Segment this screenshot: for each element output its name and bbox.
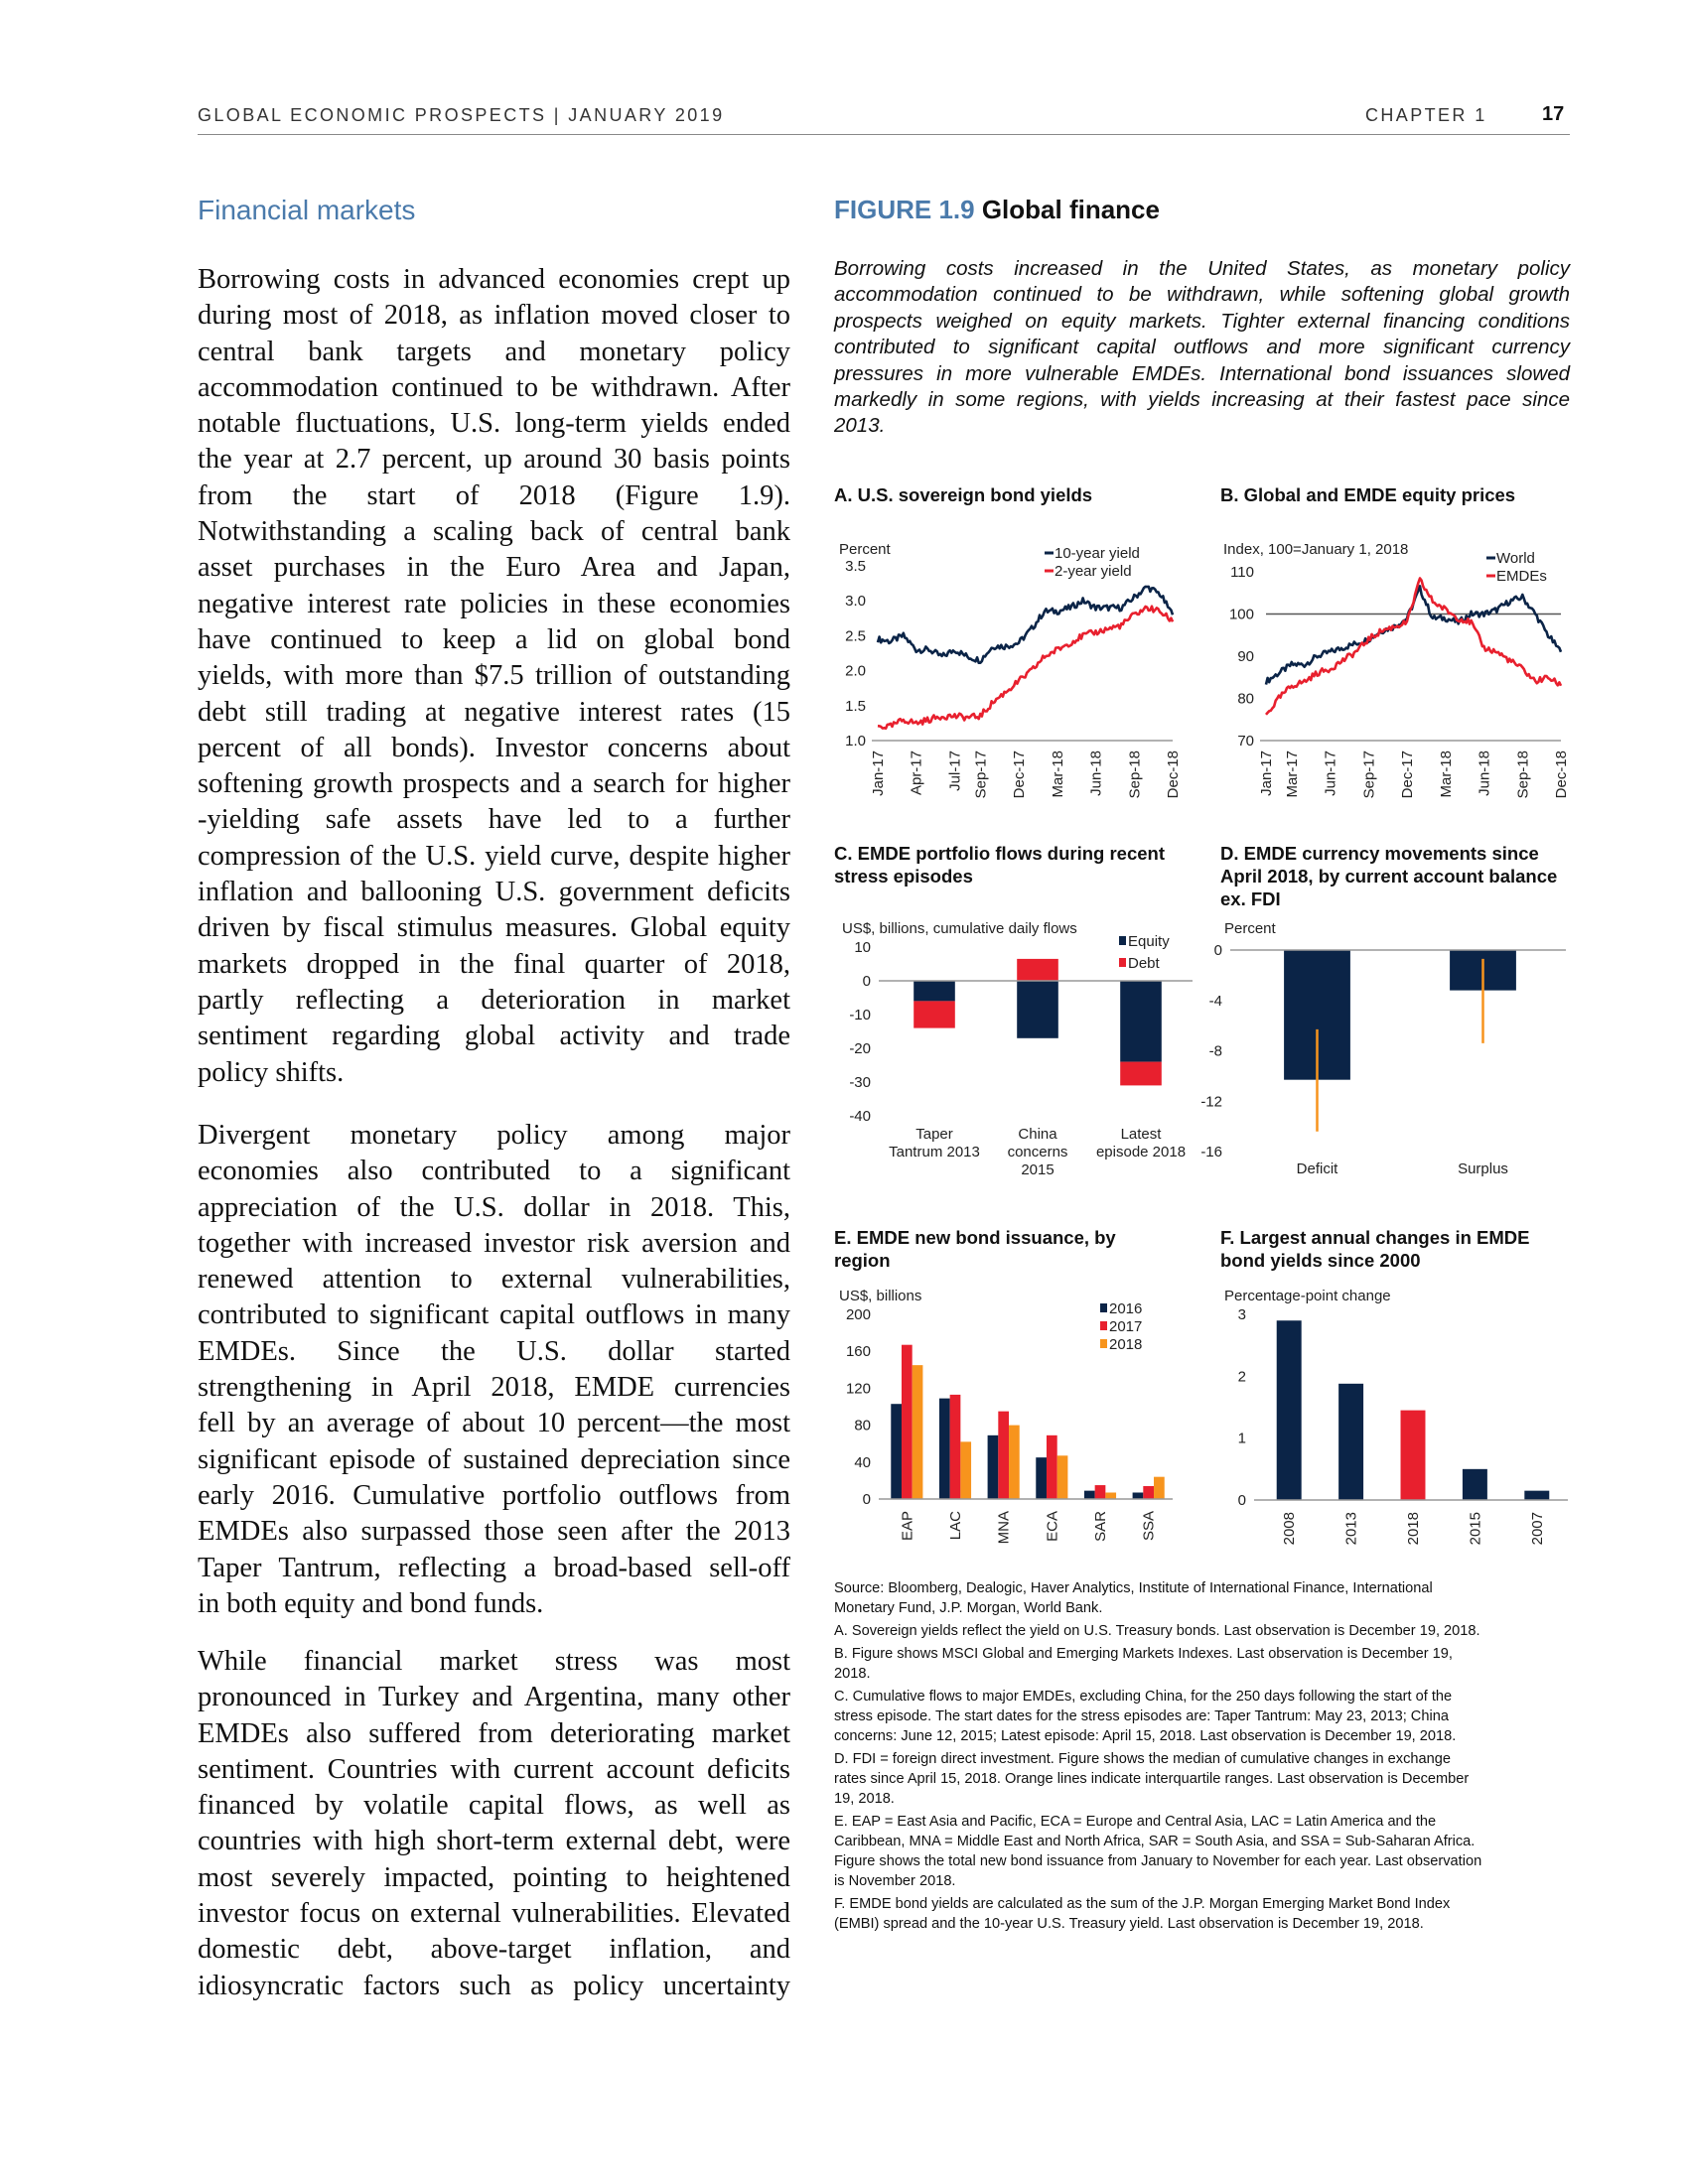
x-tick-label: Dec-17	[1011, 751, 1029, 799]
panel-d-title: D. EMDE currency movements since April 2018, by current account balance ex. FDI	[1220, 843, 1558, 909]
panel-c-unit-label: US$, billions, cumulative daily flows	[842, 920, 1077, 937]
text-line: contributed to significant capital outflows and more significant currency	[834, 336, 1570, 359]
legend-swatch	[1119, 936, 1126, 945]
legend-swatch	[1119, 958, 1126, 967]
text-line: EMDEs also surpassed those seen after the 2013	[198, 1516, 790, 1548]
bar-2016	[891, 1404, 902, 1499]
figure-note	[834, 1812, 1574, 1891]
figure-note	[834, 1687, 1574, 1746]
bar-2016	[1133, 1492, 1144, 1499]
text-line: central bank targets and monetary policy	[198, 336, 790, 367]
figure-note	[834, 1894, 1574, 1934]
y-tick-label: 80	[854, 1417, 871, 1434]
y-tick-label: 120	[845, 1380, 871, 1398]
x-category-label: 2015	[1021, 1161, 1055, 1178]
y-tick-label: -20	[849, 1040, 871, 1057]
series-line-2-year-yield	[878, 607, 1173, 729]
text-line: the year at 2.7 percent, up around 30 basis points	[198, 444, 790, 476]
text-line: together with increased investor risk aversion and	[198, 1227, 790, 1259]
bar	[1524, 1491, 1549, 1500]
y-tick-label: 90	[1237, 648, 1254, 665]
bar-2016	[939, 1399, 950, 1499]
text-line: sentiment. Countries with current account deficits	[198, 1753, 790, 1785]
text-line: softening growth prospects and a search for higher	[198, 768, 790, 800]
y-tick-label: 10	[854, 939, 871, 956]
legend-label: 2017	[1109, 1318, 1143, 1335]
legend-label: Debt	[1128, 955, 1160, 972]
x-category-label: 2013	[1342, 1512, 1360, 1546]
x-category-label: EAP	[899, 1511, 916, 1542]
x-tick-label: Sep-17	[1360, 751, 1378, 799]
panel-e-title: E. EMDE new bond issuance, by region	[834, 1227, 1116, 1271]
legend-label: EMDEs	[1496, 568, 1547, 585]
x-tick-label: Mar-17	[1283, 751, 1301, 798]
text-line: debt still trading at negative interest rates (15	[198, 696, 790, 728]
text-line: concerns: June 12, 2015; Latest episode: April 15, 2018. Last observation is December 19, 2018.	[834, 1728, 1457, 1744]
text-line: rates since April 15, 2018. Orange lines indicate interquartile ranges. Last observation is December	[834, 1771, 1470, 1787]
legend-swatch	[1100, 1303, 1107, 1312]
legend-label: 2016	[1109, 1300, 1143, 1317]
x-category-label: SSA	[1140, 1511, 1158, 1542]
y-tick-label: 200	[845, 1306, 871, 1323]
y-tick-label: 3.5	[845, 558, 866, 575]
text-line: C. Cumulative flows to major EMDEs, excluding China, for the 250 days following the start of the	[834, 1689, 1453, 1705]
figure-name: Global finance	[981, 195, 1160, 224]
y-tick-label: -10	[849, 1007, 871, 1024]
text-line: fell by an average of about 10 percent—the most	[198, 1408, 790, 1439]
text-line: Borrowing costs in advanced economies crept up	[198, 264, 790, 295]
text-line: from the start of 2018 (Figure 1.9).	[198, 479, 790, 511]
text-line: 2013.	[834, 414, 886, 438]
bar-debt	[1017, 959, 1058, 981]
y-tick-label: 2.0	[845, 662, 866, 680]
text-line: Divergent monetary policy among major	[198, 1120, 790, 1151]
text-line: compression of the U.S. yield curve, despite higher	[198, 840, 790, 872]
y-tick-label: 1.5	[845, 697, 866, 715]
y-tick-label: -16	[1200, 1144, 1222, 1160]
text-line: Figure shows the total new bond issuance from January to November for each year. Last observation	[834, 1853, 1482, 1869]
text-line: is November 2018.	[834, 1873, 956, 1889]
y-tick-label: -4	[1208, 992, 1222, 1010]
bar-2016	[1084, 1491, 1095, 1499]
x-tick-label: Sep-17	[972, 751, 990, 799]
bar	[1338, 1384, 1363, 1500]
y-tick-label: 100	[1228, 606, 1254, 623]
text-line: asset purchases in the Euro Area and Japan,	[198, 552, 790, 584]
text-line: (EMBI) spread and the 10-year U.S. Treasury yield. Last observation is December 19, 2018.	[834, 1916, 1424, 1932]
x-category-label: SAR	[1092, 1511, 1109, 1542]
text-line: partly reflecting a deterioration in market	[198, 984, 790, 1016]
text-line: investor focus on external vulnerabilities. Elevated	[198, 1898, 790, 1930]
panel-b-unit-label: Index, 100=January 1, 2018	[1223, 541, 1409, 558]
text-line: during most of 2018, as inflation moved closer to	[198, 300, 790, 332]
bar-equity	[1017, 981, 1058, 1038]
text-line: economies also contributed to a significant	[198, 1156, 790, 1187]
text-line: Source: Bloomberg, Dealogic, Haver Analytics, Institute of International Finance, International	[834, 1580, 1433, 1596]
x-tick-label: Mar-18	[1437, 751, 1455, 798]
text-line: prospects weighed on equity markets. Tighter external financing conditions	[834, 309, 1570, 333]
bar-2018	[1154, 1477, 1165, 1499]
legend-label: World	[1496, 550, 1535, 567]
y-tick-label: 2	[1237, 1368, 1246, 1386]
x-tick-label: Mar-18	[1049, 751, 1066, 798]
bar	[1277, 1320, 1302, 1500]
panel-c-title: C. EMDE portfolio flows during recent stress episodes	[834, 843, 1165, 887]
text-line: Monetary Fund, J.P. Morgan, World Bank.	[834, 1600, 1103, 1616]
text-line: F. EMDE bond yields are calculated as the sum of the J.P. Morgan Emerging Market Bond Index	[834, 1896, 1451, 1912]
x-tick-label: Jun-18	[1087, 751, 1105, 796]
x-tick-label: Dec-18	[1553, 751, 1570, 799]
text-line: percent of all bonds). Investor concerns about	[198, 732, 790, 763]
x-category-label: LAC	[947, 1511, 964, 1541]
text-line: Borrowing costs increased in the United States, as monetary policy	[834, 257, 1570, 280]
x-category-label: 2008	[1281, 1512, 1299, 1546]
text-line: 19, 2018.	[834, 1791, 895, 1807]
bar-2017	[1095, 1485, 1106, 1499]
text-line: have continued to keep a lid on global bond	[198, 623, 790, 655]
legend-swatch	[1100, 1321, 1107, 1330]
x-category-label: Latest	[1120, 1126, 1162, 1143]
x-category-label: 2015	[1467, 1512, 1484, 1546]
text-line: contributed to significant capital outflows in many	[198, 1299, 790, 1331]
bar-debt	[1120, 1062, 1162, 1086]
bar-2018	[913, 1365, 923, 1499]
bar-2016	[988, 1435, 999, 1499]
text-line: -yielding safe assets have led to a further	[198, 804, 790, 836]
running-header: GLOBAL ECONOMIC PROSPECTS | JANUARY 2019	[198, 105, 725, 125]
x-category-label: Taper	[915, 1126, 953, 1143]
text-line: pressures in more vulnerable EMDEs. International bond issuances slowed	[834, 361, 1570, 385]
text-line: While financial market stress was most	[198, 1646, 790, 1677]
x-tick-label: Sep-18	[1126, 751, 1144, 799]
legend-label: Equity	[1128, 933, 1170, 950]
text-line: EMDEs also suffered from deteriorating market	[198, 1717, 790, 1749]
y-tick-label: 3	[1237, 1306, 1246, 1323]
text-line: early 2016. Cumulative portfolio outflows from	[198, 1479, 790, 1511]
figure-note	[834, 1621, 1574, 1641]
text-line: accommodation continued to be withdrawn. After	[198, 371, 790, 403]
y-tick-label: -8	[1208, 1042, 1222, 1060]
series-line-10-year-yield	[878, 587, 1173, 663]
page-number: 17	[1542, 103, 1565, 125]
chapter-label: CHAPTER 1	[1365, 105, 1487, 125]
text-line: most severely impacted, pointing to heightened	[198, 1861, 790, 1893]
bar-equity	[1120, 981, 1162, 1062]
panel-a-unit-label: Percent	[839, 541, 891, 558]
x-tick-label: Jan-17	[870, 751, 887, 796]
bar	[1463, 1469, 1487, 1500]
bar-2018	[960, 1441, 971, 1499]
text-line: E. EAP = East Asia and Pacific, ECA = Europe and Central Asia, LAC = Latin America and the	[834, 1814, 1437, 1830]
x-tick-label: Apr-17	[908, 751, 925, 796]
text-line: D. FDI = foreign direct investment. Figure shows the median of cumulative changes in exchange	[834, 1751, 1451, 1767]
figure-note	[834, 1644, 1574, 1684]
legend-swatch	[1100, 1339, 1107, 1348]
y-tick-label: 0	[1237, 1492, 1246, 1509]
text-line: in both equity and bond funds.	[198, 1587, 544, 1619]
bar-2017	[1143, 1486, 1154, 1499]
text-line: policy shifts.	[198, 1056, 345, 1088]
bar-debt	[914, 1001, 955, 1027]
x-tick-label: Jul-17	[946, 751, 964, 791]
y-tick-label: -40	[849, 1108, 871, 1125]
x-tick-label: Dec-18	[1165, 751, 1182, 799]
text-line: B. Figure shows MSCI Global and Emerging Markets Indexes. Last observation is December 19,	[834, 1646, 1453, 1662]
x-tick-label: Jun-17	[1322, 751, 1339, 796]
text-line: renewed attention to external vulnerabilities,	[198, 1264, 790, 1296]
section-title: Financial markets	[198, 195, 416, 225]
y-tick-label: 80	[1237, 690, 1254, 708]
x-category-label: 2018	[1405, 1512, 1422, 1546]
text-line: A. Sovereign yields reflect the yield on U.S. Treasury bonds. Last observation is December 19, 2018.	[834, 1623, 1480, 1639]
y-tick-label: 1.0	[845, 733, 866, 750]
bar-2018	[1105, 1492, 1116, 1499]
text-line: Caribbean, MNA = Middle East and North Africa, SAR = South Asia, and SSA = Sub-Saharan Africa.	[834, 1834, 1476, 1849]
figure-notes	[834, 1578, 1574, 1937]
text-line: negative interest rate policies in these economies	[198, 588, 790, 619]
x-category-label: ECA	[1044, 1511, 1061, 1542]
text-line: yields, with more than $7.5 trillion of outstanding	[198, 660, 790, 692]
text-line: domestic debt, above-target inflation, and	[198, 1934, 790, 1966]
text-line: pronounced in Turkey and Argentina, many other	[198, 1682, 790, 1713]
legend-label: 2018	[1109, 1336, 1143, 1353]
text-line: inflation and ballooning U.S. government deficits	[198, 877, 790, 908]
text-line: stress episode. The start dates for the stress episodes are: Taper Tantrum: May 23, 2013; China	[834, 1708, 1449, 1724]
bar-2017	[998, 1412, 1009, 1499]
figure-note	[834, 1749, 1574, 1809]
bar-2017	[950, 1395, 961, 1499]
text-line: EMDEs. Since the U.S. dollar started	[198, 1335, 790, 1367]
x-category-label: concerns	[1007, 1144, 1068, 1160]
text-line: strengthening in April 2018, EMDE currencies	[198, 1372, 790, 1404]
panel-f-title: F. Largest annual changes in EMDE bond yields since 2000	[1220, 1227, 1530, 1271]
text-line: significant episode of sustained depreciation since	[198, 1443, 790, 1475]
panel-a-title: A. U.S. sovereign bond yields	[834, 484, 1093, 505]
text-line: Notwithstanding a scaling back of central bank	[198, 516, 790, 548]
y-tick-label: 70	[1237, 733, 1254, 750]
text-line: sentiment regarding global activity and trade	[198, 1021, 790, 1052]
bar-2016	[1036, 1457, 1047, 1499]
y-tick-label: 0	[862, 973, 871, 990]
y-tick-label: 0	[1213, 942, 1222, 959]
text-line: 2018.	[834, 1666, 871, 1682]
x-tick-label: Jun-18	[1476, 751, 1493, 796]
x-tick-label: Dec-17	[1399, 751, 1417, 799]
text-line: driven by fiscal stimulus measures. Global equity	[198, 912, 790, 944]
x-category-label: 2007	[1528, 1512, 1546, 1546]
y-tick-label: 3.0	[845, 593, 866, 611]
figure-number: FIGURE 1.9	[834, 195, 975, 224]
text-line: notable fluctuations, U.S. long-term yields ended	[198, 408, 790, 440]
text-line: countries with high short-term external debt, were	[198, 1826, 790, 1857]
y-tick-label: -12	[1200, 1093, 1222, 1111]
legend-label: 10-year yield	[1055, 545, 1140, 562]
bar-2017	[902, 1345, 913, 1499]
x-category-label: Deficit	[1296, 1160, 1338, 1177]
y-tick-label: 2.5	[845, 627, 866, 645]
x-category-label: episode 2018	[1095, 1144, 1187, 1160]
bar-2018	[1009, 1426, 1020, 1499]
text-line: appreciation of the U.S. dollar in 2018. This,	[198, 1191, 790, 1223]
text-line: accommodation continued to be withdrawn, while softening global growth	[834, 283, 1570, 307]
figure-note	[834, 1578, 1574, 1618]
x-category-label: China	[1018, 1126, 1057, 1143]
legend-label: 2-year yield	[1055, 563, 1132, 580]
y-tick-label: 160	[845, 1343, 871, 1361]
text-line: markedly in some regions, with yields increasing at their fastest pace since	[834, 388, 1570, 412]
bar-2017	[1047, 1435, 1057, 1499]
y-tick-label: 110	[1230, 564, 1254, 581]
x-category-label: Surplus	[1458, 1160, 1508, 1177]
bar-2018	[1057, 1455, 1068, 1499]
x-category-label: Tantrum 2013	[889, 1144, 980, 1160]
text-line: financed by volatile capital flows, as well as	[198, 1790, 790, 1822]
x-tick-label: Jan-17	[1258, 751, 1275, 796]
text-line: Taper Tantrum, reflecting a broad-based sell-off	[198, 1552, 790, 1583]
x-tick-label: Sep-18	[1514, 751, 1532, 799]
text-line: markets dropped in the final quarter of 2018,	[198, 948, 790, 980]
x-category-label: MNA	[995, 1511, 1013, 1545]
y-tick-label: 1	[1237, 1430, 1246, 1447]
panel-f-unit-label: Percentage-point change	[1224, 1288, 1391, 1304]
bar-equity	[914, 981, 955, 1001]
panel-e-unit-label: US$, billions	[839, 1288, 922, 1304]
y-tick-label: -30	[849, 1074, 871, 1091]
bar	[1401, 1411, 1426, 1500]
panel-d-unit-label: Percent	[1224, 920, 1276, 937]
text-line: idiosyncratic factors such as policy uncertainty	[198, 1970, 790, 2001]
y-tick-label: 0	[862, 1491, 871, 1508]
y-tick-label: 40	[854, 1453, 871, 1471]
panel-b-title: B. Global and EMDE equity prices	[1220, 484, 1516, 505]
